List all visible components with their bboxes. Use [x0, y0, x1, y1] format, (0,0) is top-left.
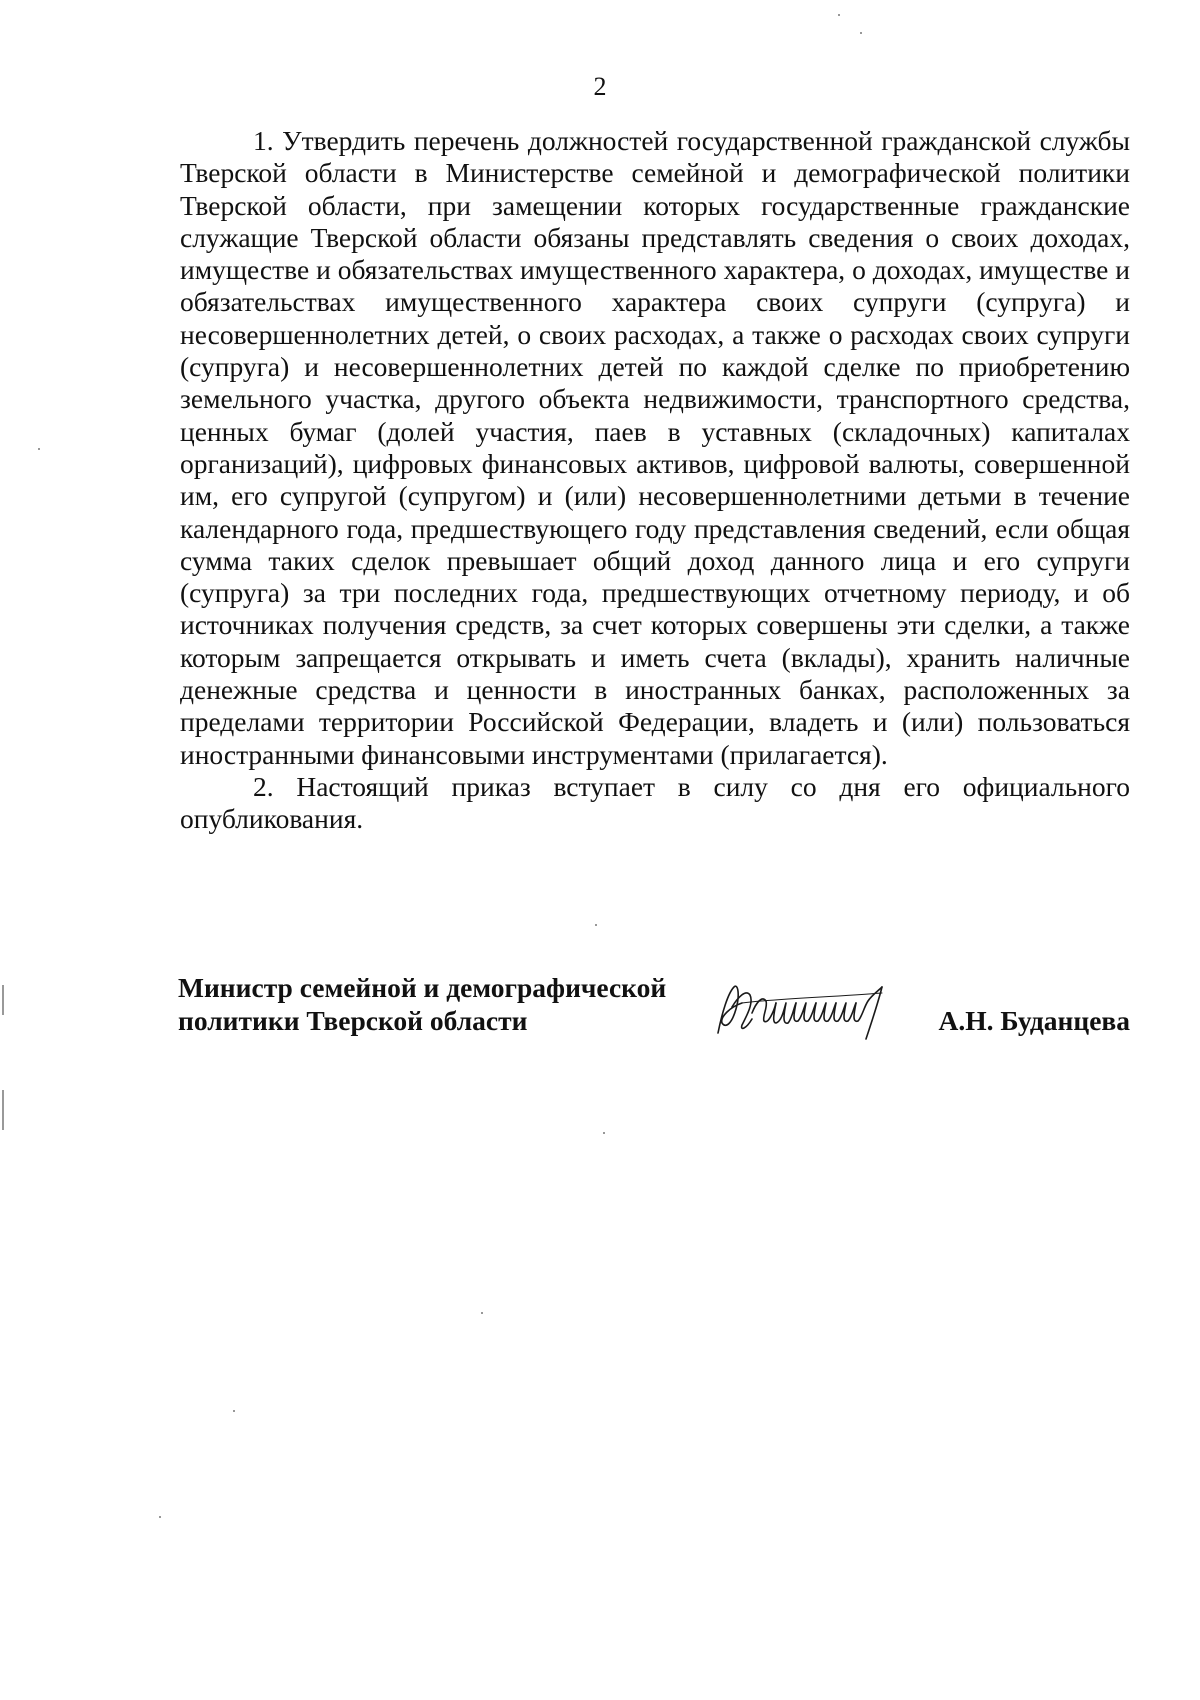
order-clause-1: 1. Утвердить перечень должностей государственной гражданской службы Тверской области в Министерстве семейной и демографической политики Тверской области, при замещении которых государственные гражданские служащие Тверской области обязаны представлять сведения о своих доходах, имуществе и обязательствах имущественного характера, о доходах, имуществе и обязательствах имущественного характера своих супруги (супруга) и несовершеннолетних детей, о своих расходах, а также о расходах своих супруги (супруга) и несовершеннолетних детей по каждой сделке по приобретению земельного участка, другого объекта недвижимости, транспортного средства, ценных бумаг (долей участия, паев в уставных (складочных) капиталах организаций), цифровых финансовых активов, цифровой валюты, совершенной им, его супругой (супругом) и (или) несовершеннолетними детьми в течение календарного года, предшествующего году представления сведений, если общая сумма таких сделок превышает общий доход данного лица и его супруги (супруга) за три последних года, предшествующих отчетному периоду, и об источниках получения средств, за счет которых совершены эти сделки, а также которым запрещается открывать и иметь счета (вклады), хранить наличные денежные средства и ценности в иностранных банках, расположенных за пределами территории Российской Федерации, владеть и (или) пользоваться иностранными финансовыми инструментами (прилагается). [180, 125, 1130, 770]
scan-speck [838, 14, 840, 16]
signatory-title-line-1: Министр семейной и демографической [178, 972, 667, 1003]
scan-speck [481, 1312, 483, 1314]
handwritten-signature [712, 973, 912, 1043]
order-clause-2: 2. Настоящий приказ вступает в силу со дня его официального опубликования. [180, 770, 1130, 835]
order-body [180, 125, 1130, 836]
scan-speck [233, 1410, 235, 1412]
scan-edge-mark [2, 1090, 4, 1130]
scan-edge-mark [2, 985, 4, 1015]
scan-speck [603, 1132, 605, 1134]
scan-speck [159, 1516, 161, 1518]
signatory-name: А.Н. Буданцева [938, 1005, 1130, 1036]
page-number: 2 [593, 72, 607, 101]
scan-speck [595, 924, 597, 926]
signatory-title-line-2: политики Тверской области [178, 1005, 528, 1036]
scan-speck [38, 448, 40, 450]
signature-block [178, 971, 1138, 1061]
signatory-title [178, 971, 698, 1037]
scan-speck [860, 32, 862, 34]
